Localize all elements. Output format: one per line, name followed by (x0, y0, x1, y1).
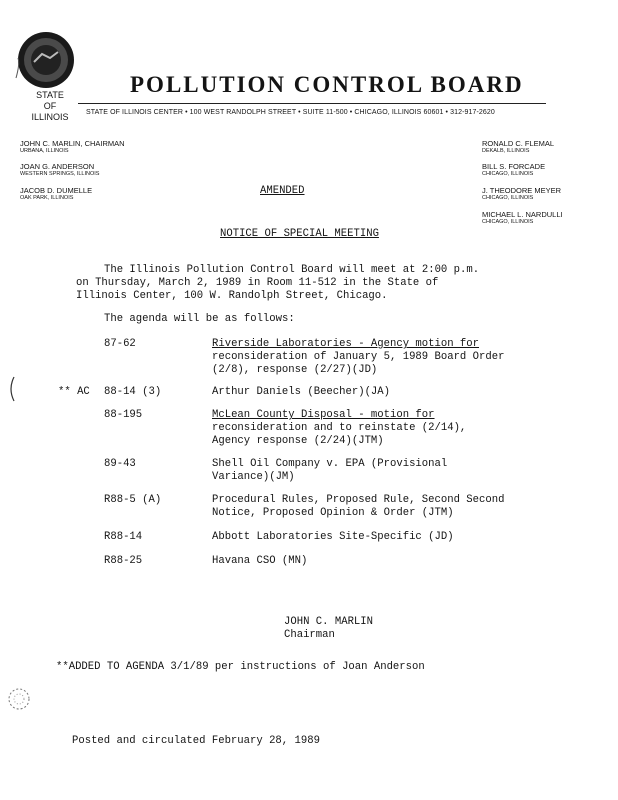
member-right: J. THEODORE MEYER CHICAGO, ILLINOIS (482, 186, 562, 201)
stamp-mark-icon (6, 686, 32, 712)
agenda-case-number: R88-5 (A) (104, 494, 162, 506)
margin-bracket-icon (6, 376, 16, 402)
agenda-case-number: R88-25 (104, 555, 143, 567)
member-right: BILL S. FORCADE CHICAGO, ILLINOIS (482, 162, 546, 177)
header-rule (78, 103, 546, 104)
state-label: STATE OF ILLINOIS (31, 90, 69, 122)
member-left: JOAN G. ANDERSON WESTERN SPRINGS, ILLINOIS (20, 162, 100, 177)
agenda-item-line: McLean County Disposal - motion for (212, 409, 435, 421)
signature-title: Chairman (284, 629, 335, 641)
agenda-item-line: Riverside Laboratories - Agency motion for (212, 338, 480, 350)
agenda-item-line: reconsideration of January 5, 1989 Board Order (212, 351, 505, 363)
board-address: STATE OF ILLINOIS CENTER • 100 WEST RANDOLPH STREET • SUITE 11-500 • CHICAGO, ILLINOIS 60601 • 312-917-2620 (86, 109, 495, 116)
agenda-item-line: reconsideration and to reinstate (2/14), (212, 422, 467, 434)
intro-line: Illinois Center, 100 W. Randolph Street, Chicago. (76, 290, 388, 302)
amended-label: AMENDED (260, 185, 305, 197)
agenda-item-line: Arthur Daniels (Beecher)(JA) (212, 386, 391, 398)
agenda-item-line: Shell Oil Company v. EPA (Provisional (212, 458, 448, 470)
agenda-mark: ** AC (58, 386, 90, 398)
agenda-case-number: 87-62 (104, 338, 136, 350)
signature-name: JOHN C. MARLIN (284, 616, 374, 628)
agenda-intro: The agenda will be as follows: (104, 313, 295, 325)
board-title: POLLUTION CONTROL BOARD (130, 72, 524, 97)
member-right: MICHAEL L. NARDULLI CHICAGO, ILLINOIS (482, 210, 563, 225)
intro-line: on Thursday, March 2, 1989 in Room 11-512 in the State of (76, 277, 439, 289)
agenda-case-number: 88-14 (3) (104, 386, 162, 398)
member-left: JACOB D. DUMELLE OAK PARK, ILLINOIS (20, 186, 93, 201)
state-seal-icon (12, 28, 76, 92)
agenda-item-line: (2/8), response (2/27)(JD) (212, 364, 378, 376)
notice-title: NOTICE OF SPECIAL MEETING (220, 228, 379, 240)
agenda-item-line: Abbott Laboratories Site-Specific (JD) (212, 531, 454, 543)
footnote: **ADDED TO AGENDA 3/1/89 per instructions of Joan Anderson (56, 661, 425, 673)
agenda-item-line: Variance)(JM) (212, 471, 295, 483)
agenda-item-line: Notice, Proposed Opinion & Order (JTM) (212, 507, 454, 519)
agenda-item-line: Procedural Rules, Proposed Rule, Second Second (212, 494, 505, 506)
agenda-case-number: 89-43 (104, 458, 136, 470)
agenda-item-line: Agency response (2/24)(JTM) (212, 435, 384, 447)
posted-note: Posted and circulated February 28, 1989 (72, 735, 320, 747)
agenda-case-number: 88-195 (104, 409, 143, 421)
agenda-case-number: R88-14 (104, 531, 143, 543)
intro-line: The Illinois Pollution Control Board will meet at 2:00 p.m. (104, 264, 480, 276)
member-left: JOHN C. MARLIN, CHAIRMAN URBANA, ILLINOIS (20, 139, 125, 154)
member-right: RONALD C. FLEMAL DEKALB, ILLINOIS (482, 139, 555, 154)
agenda-item-line: Havana CSO (MN) (212, 555, 308, 567)
